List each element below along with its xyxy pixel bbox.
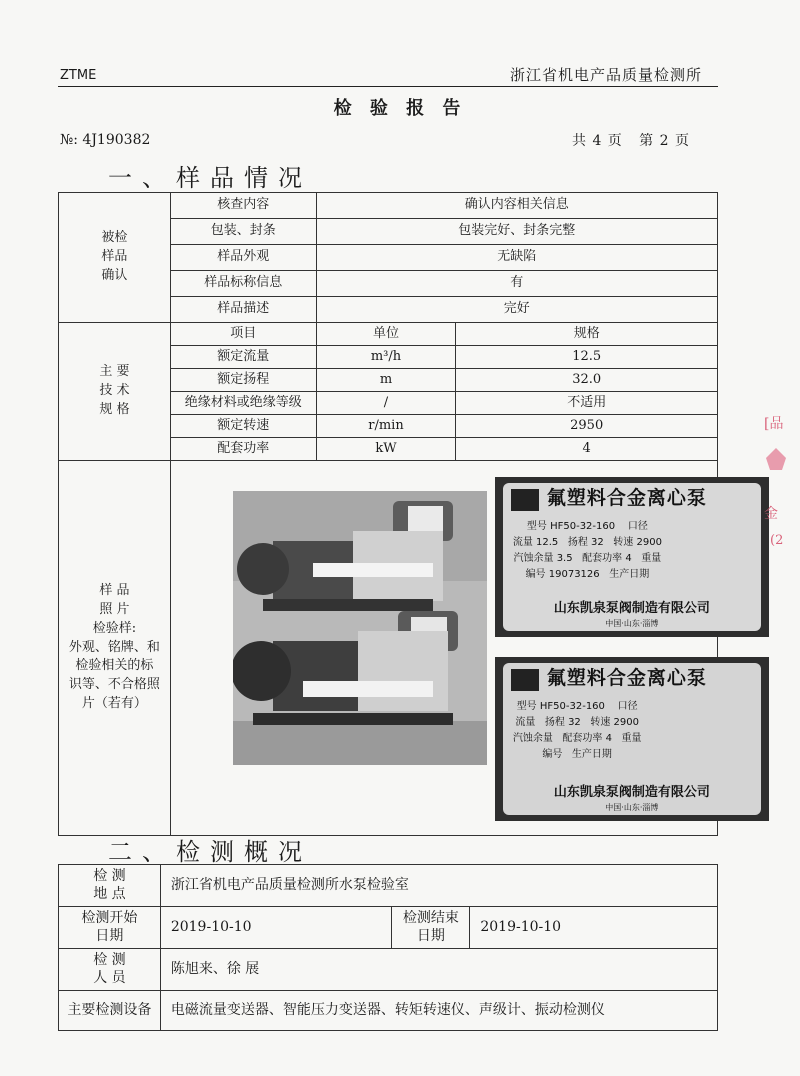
nameplate-title: 氟塑料合金离心泵 — [546, 667, 707, 689]
photos-cell — [170, 461, 717, 836]
confirm-value: 确认内容相关信息 — [316, 193, 717, 219]
nameplate-model-label: 型号 — [526, 521, 547, 532]
nameplate-speed: 2900 — [636, 537, 662, 548]
nameplate-model-label: 型号 — [516, 701, 537, 712]
spec-header-item: 项目 — [170, 323, 316, 346]
nameplate-head: 32 — [591, 537, 604, 548]
nameplate-serial: 19073126 — [548, 569, 600, 580]
nameplate-maker: 山东凯泉泵阀制造有限公司 — [553, 784, 710, 800]
nameplate-power-label: 配套功率 — [562, 733, 603, 744]
confirm-item: 样品外观 — [170, 245, 316, 271]
svg-text:[品: [品 — [764, 416, 784, 432]
spec-unit: m — [316, 369, 456, 392]
nameplate-speed-label: 转速 — [613, 537, 634, 548]
nameplate-flow: 12.5 — [536, 537, 559, 548]
svg-text:(2: (2 — [770, 533, 784, 548]
nameplate-power-label: 配套功率 — [582, 553, 623, 564]
nameplate-place: 中国·山东·淄博 — [605, 803, 659, 812]
nameplate-head-label: 扬程 — [544, 717, 565, 728]
section2-heading: 二、检测概况 — [108, 838, 312, 866]
header-institute: 浙江省机电产品质量检测所 — [510, 66, 703, 84]
spec-unit: r/min — [316, 415, 456, 438]
report-title: 检 验 报 告 — [333, 98, 467, 119]
confirm-value: 包装完好、封条完整 — [316, 219, 717, 245]
confirm-item: 样品标称信息 — [170, 271, 316, 297]
end-date-label: 检测结束 日期 — [392, 907, 470, 949]
nameplate-place: 中国·山东·淄博 — [605, 619, 659, 628]
nameplate-date-label: 生产日期 — [609, 569, 650, 580]
spec-label: 主 要 技 术 规 格 — [59, 323, 171, 461]
nameplate-npsh: 3.5 — [556, 553, 573, 564]
end-date-value: 2019-10-10 — [470, 907, 718, 949]
spec-item: 额定流量 — [170, 346, 316, 369]
nameplate-photo-1 — [495, 477, 769, 637]
confirm-item: 样品描述 — [170, 297, 316, 323]
spec-unit: kW — [316, 438, 456, 461]
section1-heading: 一、样品情况 — [108, 164, 312, 192]
nameplate-power: 4 — [625, 553, 632, 564]
spec-item: 额定扬程 — [170, 369, 316, 392]
nameplate-model: HF50-32-160 — [550, 521, 616, 532]
spec-value: 2950 — [456, 415, 718, 438]
pump-logo-icon — [511, 489, 539, 511]
red-stamp-fragment — [760, 408, 800, 558]
confirm-label: 被检 样品 确认 — [59, 193, 171, 323]
nameplate-model: HF50-32-160 — [539, 701, 605, 712]
spec-item: 配套功率 — [170, 438, 316, 461]
spec-unit: m³/h — [316, 346, 456, 369]
nameplate-flow-label: 流量 — [515, 717, 536, 728]
nameplate-head: 32 — [568, 717, 581, 728]
test-overview-table — [58, 864, 718, 1031]
nameplate-bore-label: 口径 — [617, 701, 638, 712]
confirm-item: 核查内容 — [170, 193, 316, 219]
nameplate-head-label: 扬程 — [567, 537, 588, 548]
spec-value: 12.5 — [456, 346, 718, 369]
location-value: 浙江省机电产品质量检测所水泵检验室 — [160, 865, 717, 907]
equipment-value: 电磁流量变送器、智能压力变送器、转矩转速仪、声级计、振动检测仪 — [160, 991, 717, 1031]
confirm-value: 有 — [316, 271, 717, 297]
nameplate-serial-label: 编号 — [525, 569, 546, 580]
nameplate-photo-2 — [495, 657, 769, 821]
spec-value: 32.0 — [456, 369, 718, 392]
sample-table — [58, 192, 718, 836]
nameplate-flow-label: 流量 — [512, 537, 533, 548]
nameplate-speed: 2900 — [613, 717, 639, 728]
spec-item: 绝缘材料或绝缘等级 — [170, 392, 316, 415]
spec-value: 4 — [456, 438, 718, 461]
equipment-label: 主要检测设备 — [59, 991, 161, 1031]
nameplate-maker: 山东凯泉泵阀制造有限公司 — [553, 600, 710, 616]
nameplate-date-label: 生产日期 — [571, 749, 612, 760]
nameplate-serial-label: 编号 — [542, 749, 563, 760]
staff-value: 陈旭来、徐 展 — [160, 949, 717, 991]
location-label: 检 测 地 点 — [59, 865, 161, 907]
header-divider — [58, 86, 718, 87]
confirm-item: 包装、封条 — [170, 219, 316, 245]
spec-header-unit: 单位 — [316, 323, 456, 346]
report-number: №: 4J190382 — [60, 132, 151, 148]
nameplate-weight-label: 重量 — [621, 733, 642, 744]
spec-unit: / — [316, 392, 456, 415]
spec-item: 额定转速 — [170, 415, 316, 438]
svg-text:金: 金 — [764, 506, 778, 522]
header-code: ZTME — [60, 68, 97, 83]
pump-logo-icon — [511, 669, 539, 691]
photo-label: 样 品 照 片 检验样: 外观、铭牌、和 检验相关的标 识等、不合格照 片（若有） — [59, 461, 171, 836]
confirm-value: 无缺陷 — [316, 245, 717, 271]
page-count: 共 4 页 第 2 页 — [572, 133, 690, 149]
spec-header-value: 规格 — [456, 323, 718, 346]
nameplate-speed-label: 转速 — [590, 717, 611, 728]
start-date-label: 检测开始 日期 — [59, 907, 161, 949]
nameplate-weight-label: 重量 — [641, 553, 662, 564]
nameplate-npsh-label: 汽蚀余量 — [513, 553, 554, 564]
staff-label: 检 测 人 员 — [59, 949, 161, 991]
nameplate-title: 氟塑料合金离心泵 — [546, 487, 707, 509]
nameplate-npsh-label: 汽蚀余量 — [512, 733, 553, 744]
start-date-value: 2019-10-10 — [160, 907, 392, 949]
spec-value: 不适用 — [456, 392, 718, 415]
confirm-value: 完好 — [316, 297, 717, 323]
nameplate-power: 4 — [605, 733, 612, 744]
pump-photo — [233, 491, 487, 765]
nameplate-bore-label: 口径 — [627, 521, 648, 532]
